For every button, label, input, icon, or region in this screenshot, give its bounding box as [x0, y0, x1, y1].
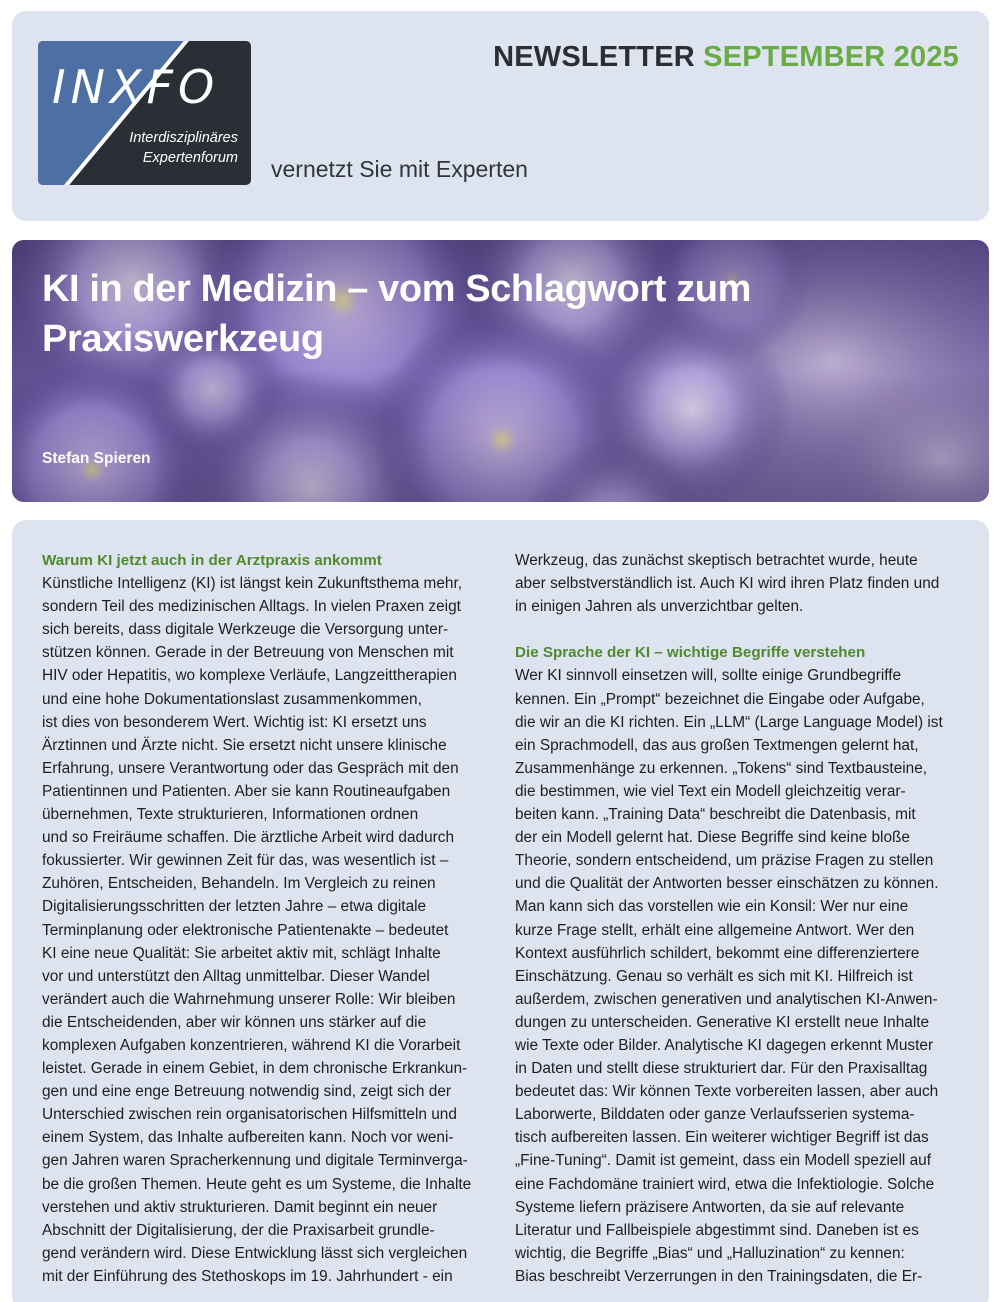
text-line: verstehen und aktiv strukturieren. Damit beginnt ein neuer	[42, 1198, 438, 1216]
text-line: wie Texte oder Bilder. Analytische KI dagegen erkennt Muster	[515, 1036, 934, 1054]
text-line: der ein Modell gelernt hat. Diese Begriffe sind keine bloße	[515, 829, 910, 847]
text-line: und die Qualität der Antworten besser einschätzen zu können.	[515, 875, 939, 893]
text-line: HIV oder Hepatitis, wo komplexe Verläufe, Langzeittherapien	[42, 667, 457, 685]
text-line: mit der Einführung des Stethoskops im 19. Jahrhundert - ein	[42, 1267, 453, 1285]
text-line: Abschnitt der Digitalisierung, der die Praxisarbeit grundle-	[42, 1221, 435, 1239]
article-title-line2: Praxiswerkzeug	[42, 318, 324, 360]
text-line: komplexen Aufgaben konzentrieren, während KI die Vorarbeit	[42, 1036, 461, 1054]
text-line: Kontext ausführlich schildert, bekommt eine differenziertere	[515, 944, 920, 962]
logo-graphic	[38, 41, 251, 185]
text-line: außerdem, zwischen generativen und analytischen KI-Anwen-	[515, 990, 938, 1008]
text-line: in Daten und stellt diese strukturiert dar. Für den Praxisalltag	[515, 1060, 928, 1078]
text-line: gen und eine enge Betreuung notwendig sind, zeigt sich der	[42, 1083, 452, 1101]
text-line: Digitalisierungsschritten der letzten Jahre – etwa digitale	[42, 898, 427, 916]
text-line: stützen können. Gerade in der Betreuung von Menschen mit	[42, 644, 454, 662]
text-line: und eine hohe Dokumentationslast zusammenkommen,	[42, 690, 422, 708]
text-line: fokussierter. Wir gewinnen Zeit für das, was wesentlich ist –	[42, 852, 449, 870]
article-title-line1: KI in der Medizin – vom Schlagwort zum	[42, 268, 752, 310]
text-line: Bias beschreibt Verzerrungen in den Trainingsdaten, die Er-	[515, 1267, 923, 1285]
text-line: Künstliche Intelligenz (KI) ist längst kein Zukunftsthema mehr,	[42, 575, 463, 593]
text-line: Zuhören, Entscheiden, Behandeln. Im Vergleich zu reinen	[42, 875, 436, 893]
text-line: übernehmen, Texte strukturieren, Informationen ordnen	[42, 806, 419, 824]
text-line: sich bereits, dass digitale Werkzeuge die Versorgung unter-	[42, 621, 449, 639]
text-line: die Entscheidenden, aber wir können uns stärker auf die	[42, 1013, 427, 1031]
logo-subtitle-line1: Interdisziplinäres	[129, 130, 238, 146]
text-line: gen Jahren waren Spracherkennung und digitale Terminverga-	[42, 1152, 468, 1170]
logo-brand: INXFO	[52, 60, 220, 114]
text-line: Erfahrung, unsere Verantwortung oder das Gespräch mit den	[42, 759, 459, 777]
text-line: be die großen Themen. Heute geht es um Systeme, die Inhalte	[42, 1175, 472, 1193]
text-line: Literatur und Fallbeispiele abgestimmt sind. Daneben ist es	[515, 1221, 919, 1239]
text-line: Wer KI sinnvoll einsetzen will, sollte einige Grundbegriffe	[515, 667, 902, 685]
text-line: Werkzeug, das zunächst skeptisch betrachtet wurde, heute	[515, 552, 918, 569]
text-line: und so Freiräume schaffen. Die ärztliche Arbeit wird dadurch	[42, 829, 455, 847]
text-line: Systeme liefern präzisere Antworten, da sie auf relevante	[515, 1198, 905, 1216]
text-line: die wir an die KI richten. Ein „LLM“ (Large Language Model) ist	[515, 713, 943, 731]
text-line: Patientinnen und Patienten. Aber sie kann Routineaufgaben	[42, 782, 451, 800]
left-column	[42, 549, 492, 1288]
text-line: „Fine-Tuning“. Damit ist gemeint, dass ein Modell speziell auf	[515, 1152, 932, 1170]
text-line: Theorie, sondern entscheidend, um präzise Fragen zu stellen	[515, 852, 934, 870]
text-line: kurze Frage stellt, erhält eine allgemeine Antwort. Wer den	[515, 921, 915, 939]
text-line: in einigen Jahren als unverzichtbar gelten.	[515, 598, 804, 616]
text-line: aber selbstverständlich ist. Auch KI wird ihren Platz finden und	[515, 575, 940, 593]
tagline: vernetzt Sie mit Experten	[271, 156, 528, 182]
text-line: vor und unterstützt den Alltag unmittelbar. Dieser Wandel	[42, 967, 430, 985]
text-line: Laborwerte, Bilddaten oder ganze Verlaufsserien systema-	[515, 1106, 915, 1124]
section-heading-why-ki: Warum KI jetzt auch in der Arztpraxis ankommt	[42, 552, 382, 569]
text-line: sondern Teil des medizinischen Alltags. In vielen Praxen zeigt	[42, 598, 461, 616]
inxfo-logo	[38, 41, 251, 185]
logo-subtitle-line2: Expertenforum	[142, 150, 238, 166]
text-line: Einschätzung. Genau so verhält es sich mit KI. Hilfreich ist	[515, 967, 913, 985]
text-line: dungen zu unterscheiden. Generative KI erstellt neue Inhalte	[515, 1013, 930, 1031]
text-line: gend verändern wird. Diese Entwicklung lässt sich vergleichen	[42, 1244, 468, 1262]
text-line: Unterschied zwischen rein organisatorischen Hilfsmitteln und	[42, 1106, 457, 1124]
text-line: Zusammenhänge zu erkennen. „Tokens“ sind Textbausteine,	[515, 759, 928, 777]
text-line: ein Sprachmodell, das aus großen Textmengen gelernt hat,	[515, 736, 919, 754]
text-line: einem System, das Inhalte aufbereiten kann. Noch vor weni-	[42, 1129, 454, 1147]
hero-banner	[12, 240, 989, 502]
text-line: ist dies von besonderem Wert. Wichtig ist: KI ersetzt uns	[42, 713, 427, 731]
article-author: Stefan Spieren	[42, 450, 151, 467]
left-column-text	[42, 572, 492, 1288]
text-line: die bestimmen, wie viel Text ein Modell gleichzeitig verar-	[515, 782, 906, 800]
text-line: bedeutet das: Wir können Texte vorbereiten lassen, aber auch	[515, 1083, 939, 1101]
right-column-text	[515, 664, 965, 1288]
right-column-intro-text	[515, 549, 965, 618]
article-body	[12, 520, 989, 1302]
text-line: beiten kann. „Training Data“ beschreibt die Datenbasis, mit	[515, 806, 916, 824]
paragraph-gap	[515, 618, 965, 641]
text-line: kennen. Ein „Prompt“ bezeichnet die Eingabe oder Aufgabe,	[515, 690, 925, 708]
newsletter-word: NEWSLETTER	[493, 41, 695, 73]
text-line: KI eine neue Qualität: Sie arbeitet aktiv mit, schlägt Inhalte	[42, 944, 441, 962]
text-line: wichtig, die Begriffe „Bias“ und „Halluzination“ zu kennen:	[515, 1244, 905, 1262]
text-line: Terminplanung oder elektronische Patientenakte – bedeutet	[42, 921, 449, 939]
text-line: tisch aufbereiten lassen. Ein weiterer wichtiger Begriff ist das	[515, 1129, 929, 1147]
text-line: Ärztinnen und Ärzte nicht. Sie ersetzt nicht unsere klinische	[42, 736, 447, 754]
newsletter-header	[12, 11, 989, 221]
text-line: eine Fachdomäne trainiert wird, etwa die Infektiologie. Solche	[515, 1175, 935, 1193]
text-line: Man kann sich das vorstellen wie ein Konsil: Wer nur eine	[515, 898, 909, 916]
section-heading-ki-language: Die Sprache der KI – wichtige Begriffe verstehen	[515, 644, 866, 662]
newsletter-date: SEPTEMBER 2025	[703, 41, 959, 73]
right-column	[515, 549, 965, 1288]
text-line: verändert auch die Wahrnehmung unserer Rolle: Wir bleiben	[42, 990, 456, 1008]
article-title	[42, 264, 922, 364]
text-line: leistet. Gerade in einem Gebiet, in dem chronische Erkrankun-	[42, 1060, 468, 1078]
newsletter-title	[493, 41, 959, 74]
